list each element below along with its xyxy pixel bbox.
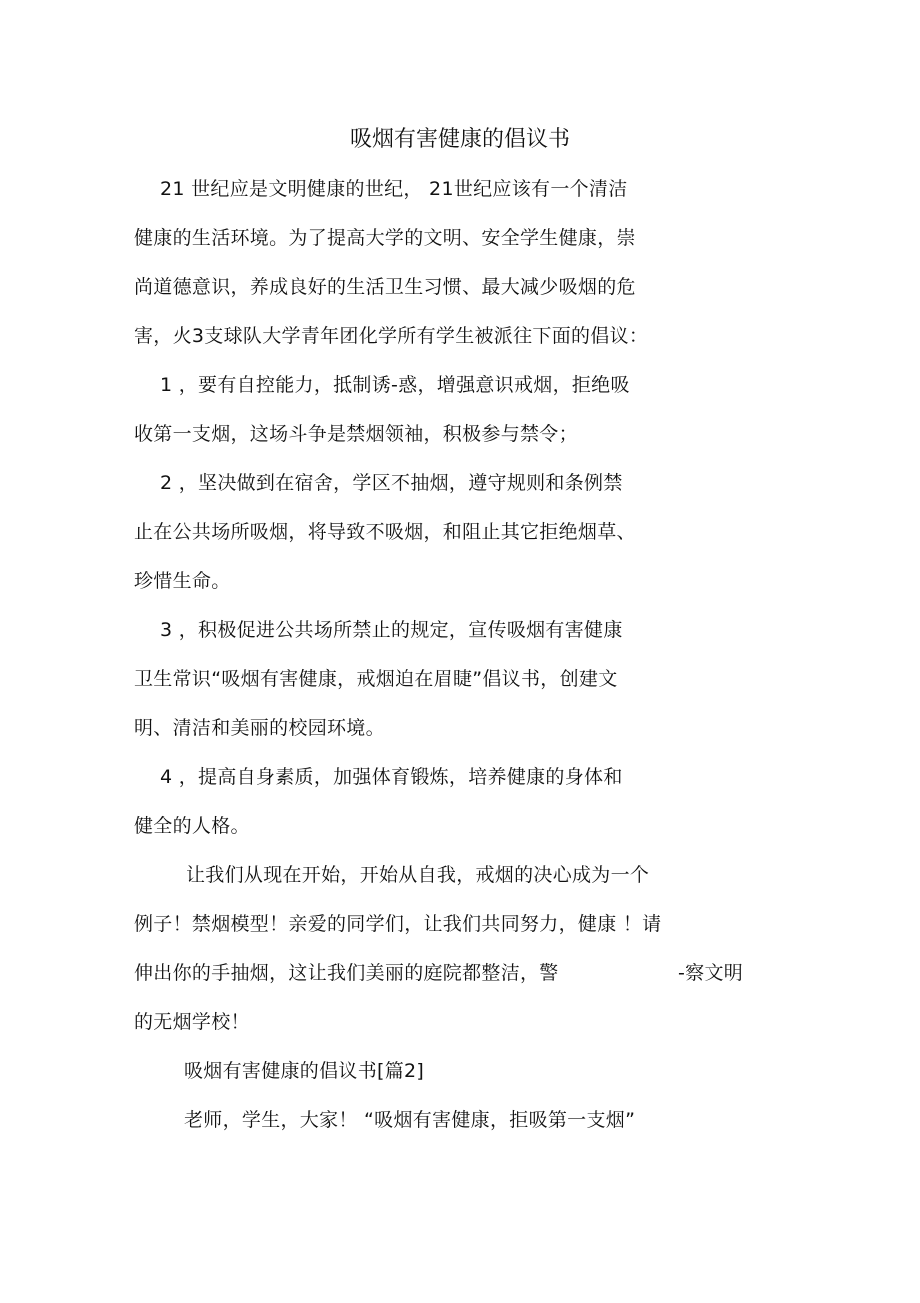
paragraph-line: 伸出你的手抽烟，这让我们美丽的庭院都整洁，警 (134, 962, 559, 984)
paragraph-line: 例子！禁烟模型！亲爱的同学们，让我们共同努力，健康 ！请 (134, 913, 662, 935)
paragraph-line-fragment: -察文明 (678, 962, 744, 984)
paragraph-line: 4 ，提高自身素质，加强体育锻炼，培养健康的身体和 (160, 766, 623, 788)
paragraph-line: 3 ，积极促进公共场所禁止的规定，宣传吸烟有害健康 (160, 619, 623, 641)
paragraph-line: 的无烟学校！ (134, 1011, 250, 1033)
paragraph-line: 珍惜生命。 (134, 570, 231, 592)
paragraph-line: 止在公共场所吸烟，将导致不吸烟，和阻止其它拒绝烟草、 (134, 521, 636, 543)
paragraph-line: 尚道德意识，养成良好的生活卫生习惯、最大减少吸烟的危 (134, 276, 636, 298)
document-title: 吸烟有害健康的倡议书 (349, 127, 570, 152)
paragraph-line: 健康的生活环境。为了提高大学的文明、安全学生健康，崇 (134, 227, 636, 249)
paragraph-line: 老师，学生，大家！ “吸烟有害健康，拒吸第一支烟” (184, 1109, 636, 1131)
paragraph-line: 健全的人格。 (134, 815, 250, 837)
paragraph-line: 1 ，要有自控能力，抵制诱-惑，增强意识戒烟，拒绝吸 (160, 374, 630, 396)
paragraph-line: 让我们从现在开始，开始从自我，戒烟的决心成为一个 (186, 864, 650, 886)
paragraph-line: 害，火3支球队大学青年团化学所有学生被派往下面的倡议： (134, 325, 649, 347)
paragraph-line: 21 世纪应是文明健康的世纪， 21世纪应该有一个清洁 (160, 178, 628, 200)
paragraph-line: 卫生常识“吸烟有害健康，戒烟迫在眉睫”倡议书，创建文 (134, 668, 618, 690)
section-heading: 吸烟有害健康的倡议书[篇2] (184, 1060, 425, 1082)
paragraph-line: 明、清洁和美丽的校园环境。 (134, 717, 385, 739)
paragraph-line: 收第一支烟，这场斗争是禁烟领袖，积极参与禁令； (134, 423, 578, 445)
paragraph-line: 2 ，坚决做到在宿舍，学区不抽烟，遵守规则和条例禁 (160, 472, 623, 494)
